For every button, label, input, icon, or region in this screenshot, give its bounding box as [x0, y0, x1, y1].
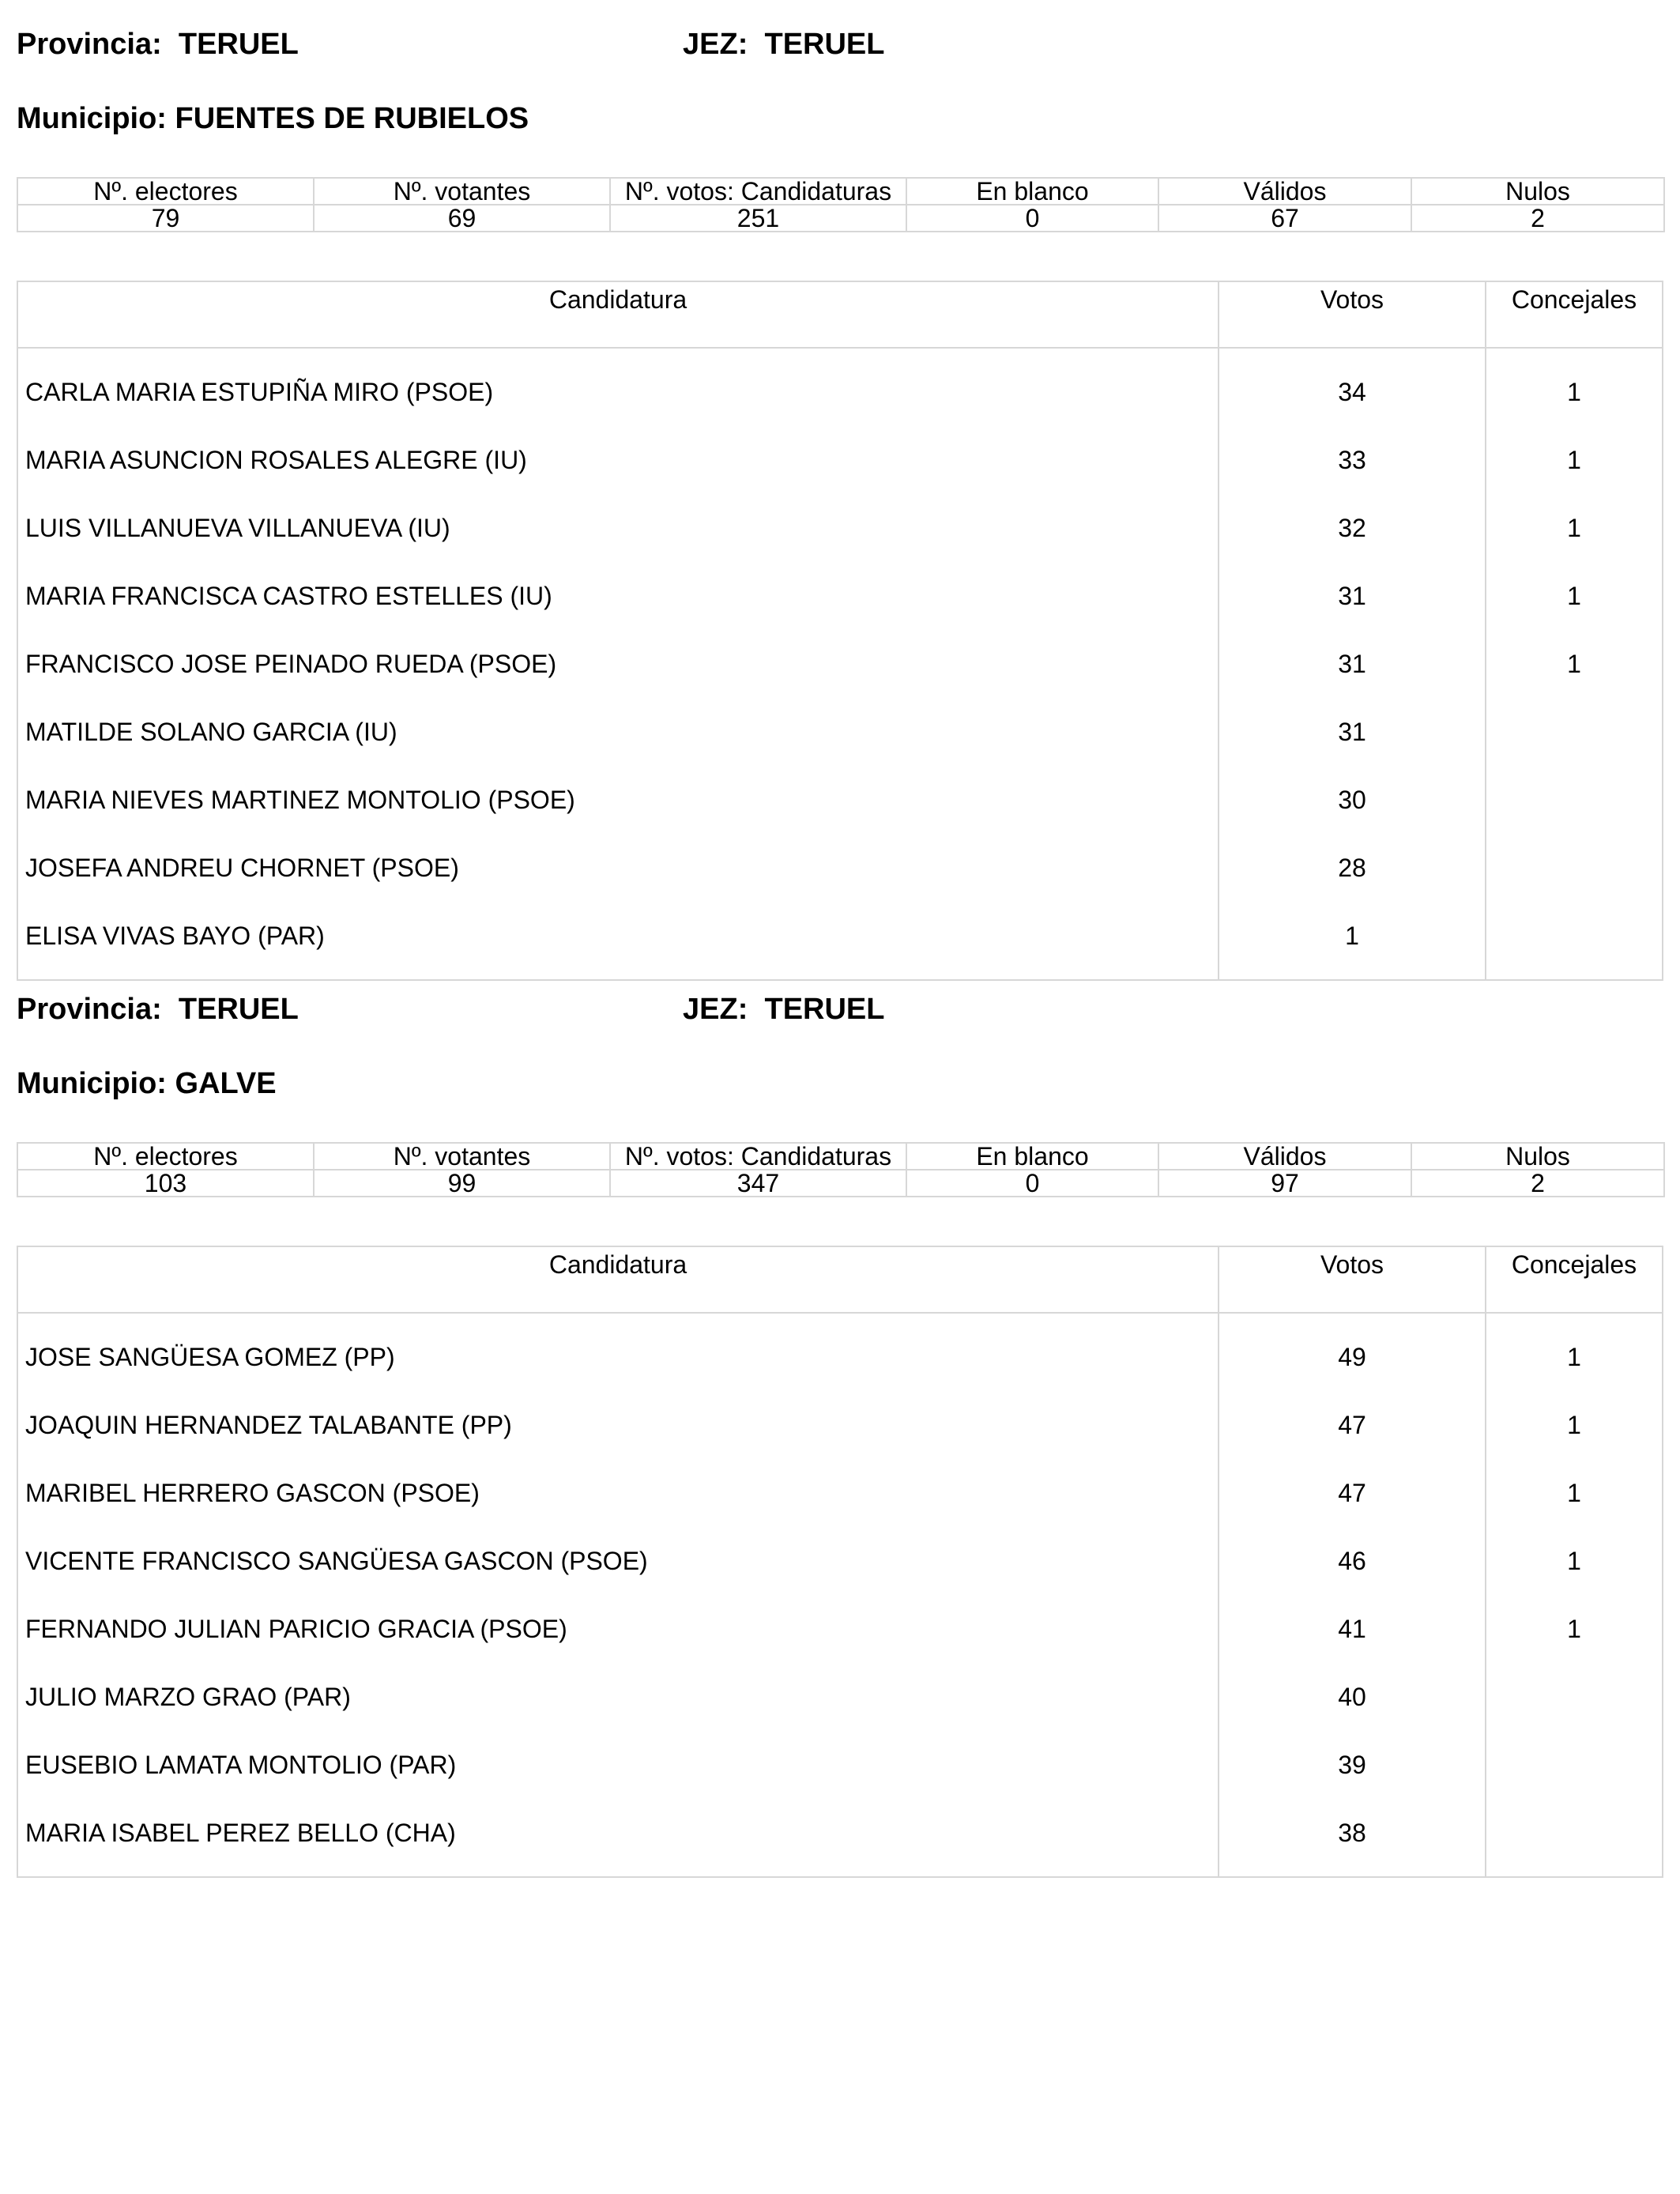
candidate-name: CARLA MARIA ESTUPIÑA MIRO (PSOE)	[25, 378, 494, 406]
summary-header-votos-candidaturas: Nº. votos: Candidaturas	[610, 178, 906, 205]
summary-header-nulos: Nulos	[1411, 178, 1664, 205]
summary-value-votos-candidaturas: 347	[610, 1170, 906, 1197]
candidate-concejales: 1	[1567, 1343, 1581, 1371]
header-candidatura: Candidatura	[18, 1247, 1219, 1312]
summary-header-validos: Válidos	[1158, 1143, 1411, 1170]
municipio-heading: Municipio: FUENTES DE RUBIELOS	[17, 102, 529, 135]
candidate-votos: 32	[1338, 514, 1366, 542]
candidate-votos: 40	[1338, 1683, 1366, 1711]
candidate-name: MARIA ASUNCION ROSALES ALEGRE (IU)	[25, 446, 527, 474]
summary-header-row	[17, 178, 1664, 205]
summary-value-votantes: 99	[314, 1170, 610, 1197]
votos-column	[1219, 349, 1486, 979]
candidate-votos: 38	[1338, 1819, 1366, 1847]
candidate-concejales: 1	[1567, 650, 1581, 678]
summary-header-nulos: Nulos	[1411, 1143, 1664, 1170]
candidate-concejales	[1486, 1731, 1662, 1799]
candidate-votos: 39	[1338, 1751, 1366, 1779]
summary-header-en-blanco: En blanco	[906, 178, 1158, 205]
summary-value-en-blanco: 0	[906, 1170, 1158, 1197]
candidate-name: JOAQUIN HERNANDEZ TALABANTE (PP)	[25, 1411, 512, 1439]
candidate-votos: 47	[1338, 1411, 1366, 1439]
concejales-column	[1486, 1314, 1662, 1876]
candidate-concejales	[1486, 698, 1662, 766]
candidate-name: VICENTE FRANCISCO SANGÜESA GASCON (PSOE)	[25, 1547, 648, 1575]
candidate-name: JOSEFA ANDREU CHORNET (PSOE)	[25, 854, 459, 882]
candidate-concejales: 1	[1567, 514, 1581, 542]
candidate-votos: 31	[1338, 718, 1366, 746]
candidate-concejales: 1	[1567, 582, 1581, 610]
summary-value-row	[17, 205, 1664, 232]
candidate-name: JULIO MARZO GRAO (PAR)	[25, 1683, 351, 1711]
candidate-votos: 46	[1338, 1547, 1366, 1575]
candidate-concejales	[1486, 1663, 1662, 1731]
candidate-votos: 28	[1338, 854, 1366, 882]
jez-heading: JEZ: TERUEL	[683, 993, 885, 1026]
summary-value-validos: 67	[1158, 205, 1411, 232]
jez-heading: JEZ: TERUEL	[683, 28, 885, 61]
candidate-concejales: 1	[1567, 378, 1581, 406]
concejales-column	[1486, 349, 1662, 979]
candidate-name: FERNANDO JULIAN PARICIO GRACIA (PSOE)	[25, 1615, 567, 1643]
candidate-concejales	[1486, 902, 1662, 970]
summary-header-votantes: Nº. votantes	[314, 178, 610, 205]
candidate-votos: 47	[1338, 1479, 1366, 1507]
candidate-votos: 49	[1338, 1343, 1366, 1371]
candidate-name: ELISA VIVAS BAYO (PAR)	[25, 922, 325, 950]
summary-value-nulos: 2	[1411, 205, 1664, 232]
candidatura-column	[18, 1314, 1219, 1876]
summary-value-votos-candidaturas: 251	[610, 205, 906, 232]
candidate-concejales: 1	[1567, 446, 1581, 474]
candidate-name: LUIS VILLANUEVA VILLANUEVA (IU)	[25, 514, 450, 542]
candidate-name: JOSE SANGÜESA GOMEZ (PP)	[25, 1343, 395, 1371]
candidates-table	[17, 281, 1663, 981]
candidate-name: FRANCISCO JOSE PEINADO RUEDA (PSOE)	[25, 650, 557, 678]
summary-table	[17, 177, 1665, 232]
candidate-concejales	[1486, 766, 1662, 834]
candidate-votos: 34	[1338, 378, 1366, 406]
header-candidatura: Candidatura	[18, 282, 1219, 347]
candidate-concejales: 1	[1567, 1547, 1581, 1575]
header-concejales: Concejales	[1511, 1250, 1637, 1279]
candidates-header-row	[18, 282, 1662, 349]
summary-header-electores: Nº. electores	[17, 178, 314, 205]
candidate-concejales: 1	[1567, 1615, 1581, 1643]
candidate-name: MARIA FRANCISCA CASTRO ESTELLES (IU)	[25, 582, 552, 610]
municipio-heading: Municipio: GALVE	[17, 1067, 277, 1100]
summary-header-votos-candidaturas: Nº. votos: Candidaturas	[610, 1143, 906, 1170]
candidate-concejales	[1486, 834, 1662, 902]
candidate-name: MATILDE SOLANO GARCIA (IU)	[25, 718, 397, 746]
summary-value-en-blanco: 0	[906, 205, 1158, 232]
candidate-name: MARIA ISABEL PEREZ BELLO (CHA)	[25, 1819, 456, 1847]
candidate-name: MARIBEL HERRERO GASCON (PSOE)	[25, 1479, 480, 1507]
summary-header-en-blanco: En blanco	[906, 1143, 1158, 1170]
summary-value-validos: 97	[1158, 1170, 1411, 1197]
candidate-concejales: 1	[1567, 1411, 1581, 1439]
summary-header-electores: Nº. electores	[17, 1143, 314, 1170]
summary-header-row	[17, 1143, 1664, 1170]
provincia-heading: Provincia: TERUEL	[17, 993, 299, 1026]
candidates-table	[17, 1246, 1663, 1878]
candidate-votos: 41	[1338, 1615, 1366, 1643]
summary-value-votantes: 69	[314, 205, 610, 232]
provincia-heading: Provincia: TERUEL	[17, 28, 299, 61]
candidate-name: EUSEBIO LAMATA MONTOLIO (PAR)	[25, 1751, 457, 1779]
candidate-votos: 30	[1338, 786, 1366, 814]
summary-value-electores: 103	[17, 1170, 314, 1197]
summary-value-row	[17, 1170, 1664, 1197]
candidate-concejales	[1486, 1799, 1662, 1867]
header-votos: Votos	[1219, 282, 1486, 347]
votos-column	[1219, 1314, 1486, 1876]
candidate-votos: 1	[1345, 922, 1359, 950]
header-votos: Votos	[1219, 1247, 1486, 1312]
candidatura-column	[18, 349, 1219, 979]
summary-header-votantes: Nº. votantes	[314, 1143, 610, 1170]
summary-value-electores: 79	[17, 205, 314, 232]
candidate-concejales: 1	[1567, 1479, 1581, 1507]
summary-table	[17, 1142, 1665, 1197]
summary-value-nulos: 2	[1411, 1170, 1664, 1197]
summary-header-validos: Válidos	[1158, 178, 1411, 205]
candidate-votos: 33	[1338, 446, 1366, 474]
candidate-votos: 31	[1338, 582, 1366, 610]
candidates-header-row	[18, 1247, 1662, 1314]
candidate-votos: 31	[1338, 650, 1366, 678]
candidate-name: MARIA NIEVES MARTINEZ MONTOLIO (PSOE)	[25, 786, 575, 814]
header-concejales: Concejales	[1511, 285, 1637, 314]
